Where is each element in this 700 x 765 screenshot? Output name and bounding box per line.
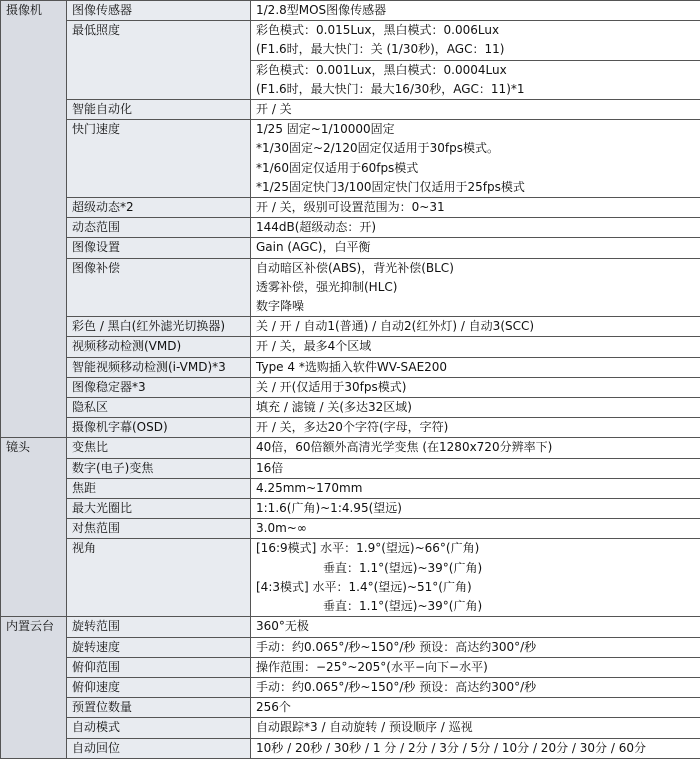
row-value: 操作范围：−25°~205°(水平−向下−水平) [251, 657, 700, 677]
row-value: 关 / 开 / 自动1(普通) / 自动2(红外灯) / 自动3(SCC) [251, 317, 700, 337]
row-label: 图像设置 [67, 238, 251, 258]
section-lens: 镜头 [1, 438, 67, 617]
spec-row [1, 120, 700, 198]
row-label: 对焦范围 [67, 519, 251, 539]
spec-row [1, 698, 700, 718]
value-line: [16:9模式] 水平：1.9°(望远)~66°(广角) [256, 541, 480, 556]
row-value [251, 21, 700, 100]
row-value: 关 / 开(仅适用于30fps模式) [251, 377, 700, 397]
spec-row [1, 438, 700, 458]
row-label: 俯仰速度 [67, 677, 251, 697]
row-value: 16倍 [251, 458, 700, 478]
row-value: 自动跟踪*3 / 自动旋转 / 预设顺序 / 巡视 [251, 718, 700, 738]
row-label: 视频移动检测(VMD) [67, 337, 251, 357]
value-line: (F1.6时，最大快门：关 (1/30秒)，AGC：11) [256, 42, 505, 57]
row-label: 自动模式 [67, 718, 251, 738]
row-value: 手动：约0.065°/秒~150°/秒 预设：高达约300°/秒 [251, 677, 700, 697]
section-pantilt: 内置云台 [1, 617, 67, 758]
row-value [251, 258, 700, 317]
value-line: 自动暗区补偿(ABS)，背光补偿(BLC) [256, 260, 454, 275]
row-label: 动态范围 [67, 218, 251, 238]
row-label: 旋转速度 [67, 637, 251, 657]
spec-row [1, 519, 700, 539]
row-value: 360°无极 [251, 617, 700, 637]
value-line: 彩色模式：0.001Lux，黑白模式：0.0004Lux [251, 60, 700, 80]
spec-row [1, 357, 700, 377]
row-label: 摄像机字幕(OSD) [67, 418, 251, 438]
row-label: 自动回位 [67, 738, 251, 758]
spec-row [1, 718, 700, 738]
row-label: 焦距 [67, 478, 251, 498]
row-value: 40倍，60倍额外高清光学变焦 (在1280x720分辨率下) [251, 438, 700, 458]
spec-row [1, 458, 700, 478]
spec-row [1, 617, 700, 637]
spec-row [1, 238, 700, 258]
row-label: 图像稳定器*3 [67, 377, 251, 397]
spec-row [1, 418, 700, 438]
spec-row [1, 377, 700, 397]
row-value: 开 / 关，最多4个区域 [251, 337, 700, 357]
row-label: 隐私区 [67, 398, 251, 418]
row-value: Type 4 *选购插入软件WV-SAE200 [251, 357, 700, 377]
row-label: 图像传感器 [67, 1, 251, 21]
spec-row [1, 539, 700, 617]
value-line: 垂直：1.1°(望远)~39°(广角) [323, 599, 483, 614]
row-label: 快门速度 [67, 120, 251, 198]
row-label: 变焦比 [67, 438, 251, 458]
section-camera: 摄像机 [1, 1, 67, 438]
row-label: 图像补偿 [67, 258, 251, 317]
spec-row [1, 218, 700, 238]
row-label: 智能视频移动检测(i-VMD)*3 [67, 357, 251, 377]
value-line: 透雾补偿，强光抑制(HLC) [256, 279, 398, 294]
value-line: 数字降噪 [256, 299, 305, 314]
row-value: 4.25mm~170mm [251, 478, 700, 498]
row-label: 彩色 / 黑白(红外滤光切换器) [67, 317, 251, 337]
value-line: 1/25 固定~1/10000固定 [256, 122, 395, 137]
value-line: *1/60固定仅适用于60fps模式 [256, 160, 419, 175]
row-label: 最大光圈比 [67, 499, 251, 519]
spec-row [1, 337, 700, 357]
spec-row [1, 198, 700, 218]
row-value: 开 / 关，级别可设置范围为：0~31 [251, 198, 700, 218]
spec-row [1, 100, 700, 120]
row-label: 智能自动化 [67, 100, 251, 120]
spec-row [1, 499, 700, 519]
value-line: (F1.6时，最大快门：最大16/30秒，AGC：11)*1 [256, 81, 525, 96]
row-value [251, 120, 700, 198]
row-label: 视角 [67, 539, 251, 617]
row-value: 256个 [251, 698, 700, 718]
spec-row [1, 738, 700, 758]
row-value: 开 / 关，多达20个字符(字母，字符) [251, 418, 700, 438]
row-value: Gain (AGC)，白平衡 [251, 238, 700, 258]
spec-row [1, 317, 700, 337]
value-line: 垂直：1.1°(望远)~39°(广角) [323, 560, 483, 575]
row-value: 10秒 / 20秒 / 30秒 / 1 分 / 2分 / 3分 / 5分 / 10分 / 20分 / 30分 / 60分 [251, 738, 700, 758]
row-value: 144dB(超级动态：开) [251, 218, 700, 238]
spec-row [1, 657, 700, 677]
row-label: 旋转范围 [67, 617, 251, 637]
value-line: *1/30固定~2/120固定仅适用于30fps模式。 [256, 141, 499, 156]
row-value: 3.0m~∞ [251, 519, 700, 539]
spec-row [1, 637, 700, 657]
row-value [251, 539, 700, 617]
row-label: 数字(电子)变焦 [67, 458, 251, 478]
row-value: 1:1.6(广角)~1:4.95(望远) [251, 499, 700, 519]
value-line: *1/25固定快门3/100固定快门仅适用于25fps模式 [256, 179, 525, 194]
row-value: 填充 / 滤镜 / 关(多达32区域) [251, 398, 700, 418]
row-label: 超级动态*2 [67, 198, 251, 218]
row-value: 1/2.8型MOS图像传感器 [251, 1, 700, 21]
spec-row [1, 478, 700, 498]
row-label: 俯仰范围 [67, 657, 251, 677]
row-label: 预置位数量 [67, 698, 251, 718]
spec-row [1, 677, 700, 697]
spec-row [1, 21, 700, 100]
row-value: 手动：约0.065°/秒~150°/秒 预设：高达约300°/秒 [251, 637, 700, 657]
value-line: [4:3模式] 水平：1.4°(望远)~51°(广角) [256, 579, 472, 594]
spec-row [1, 398, 700, 418]
spec-row [1, 1, 700, 21]
spec-row [1, 258, 700, 317]
row-label: 最低照度 [67, 21, 251, 100]
row-value: 开 / 关 [251, 100, 700, 120]
value-line: 彩色模式：0.015Lux，黑白模式：0.006Lux [256, 23, 500, 38]
